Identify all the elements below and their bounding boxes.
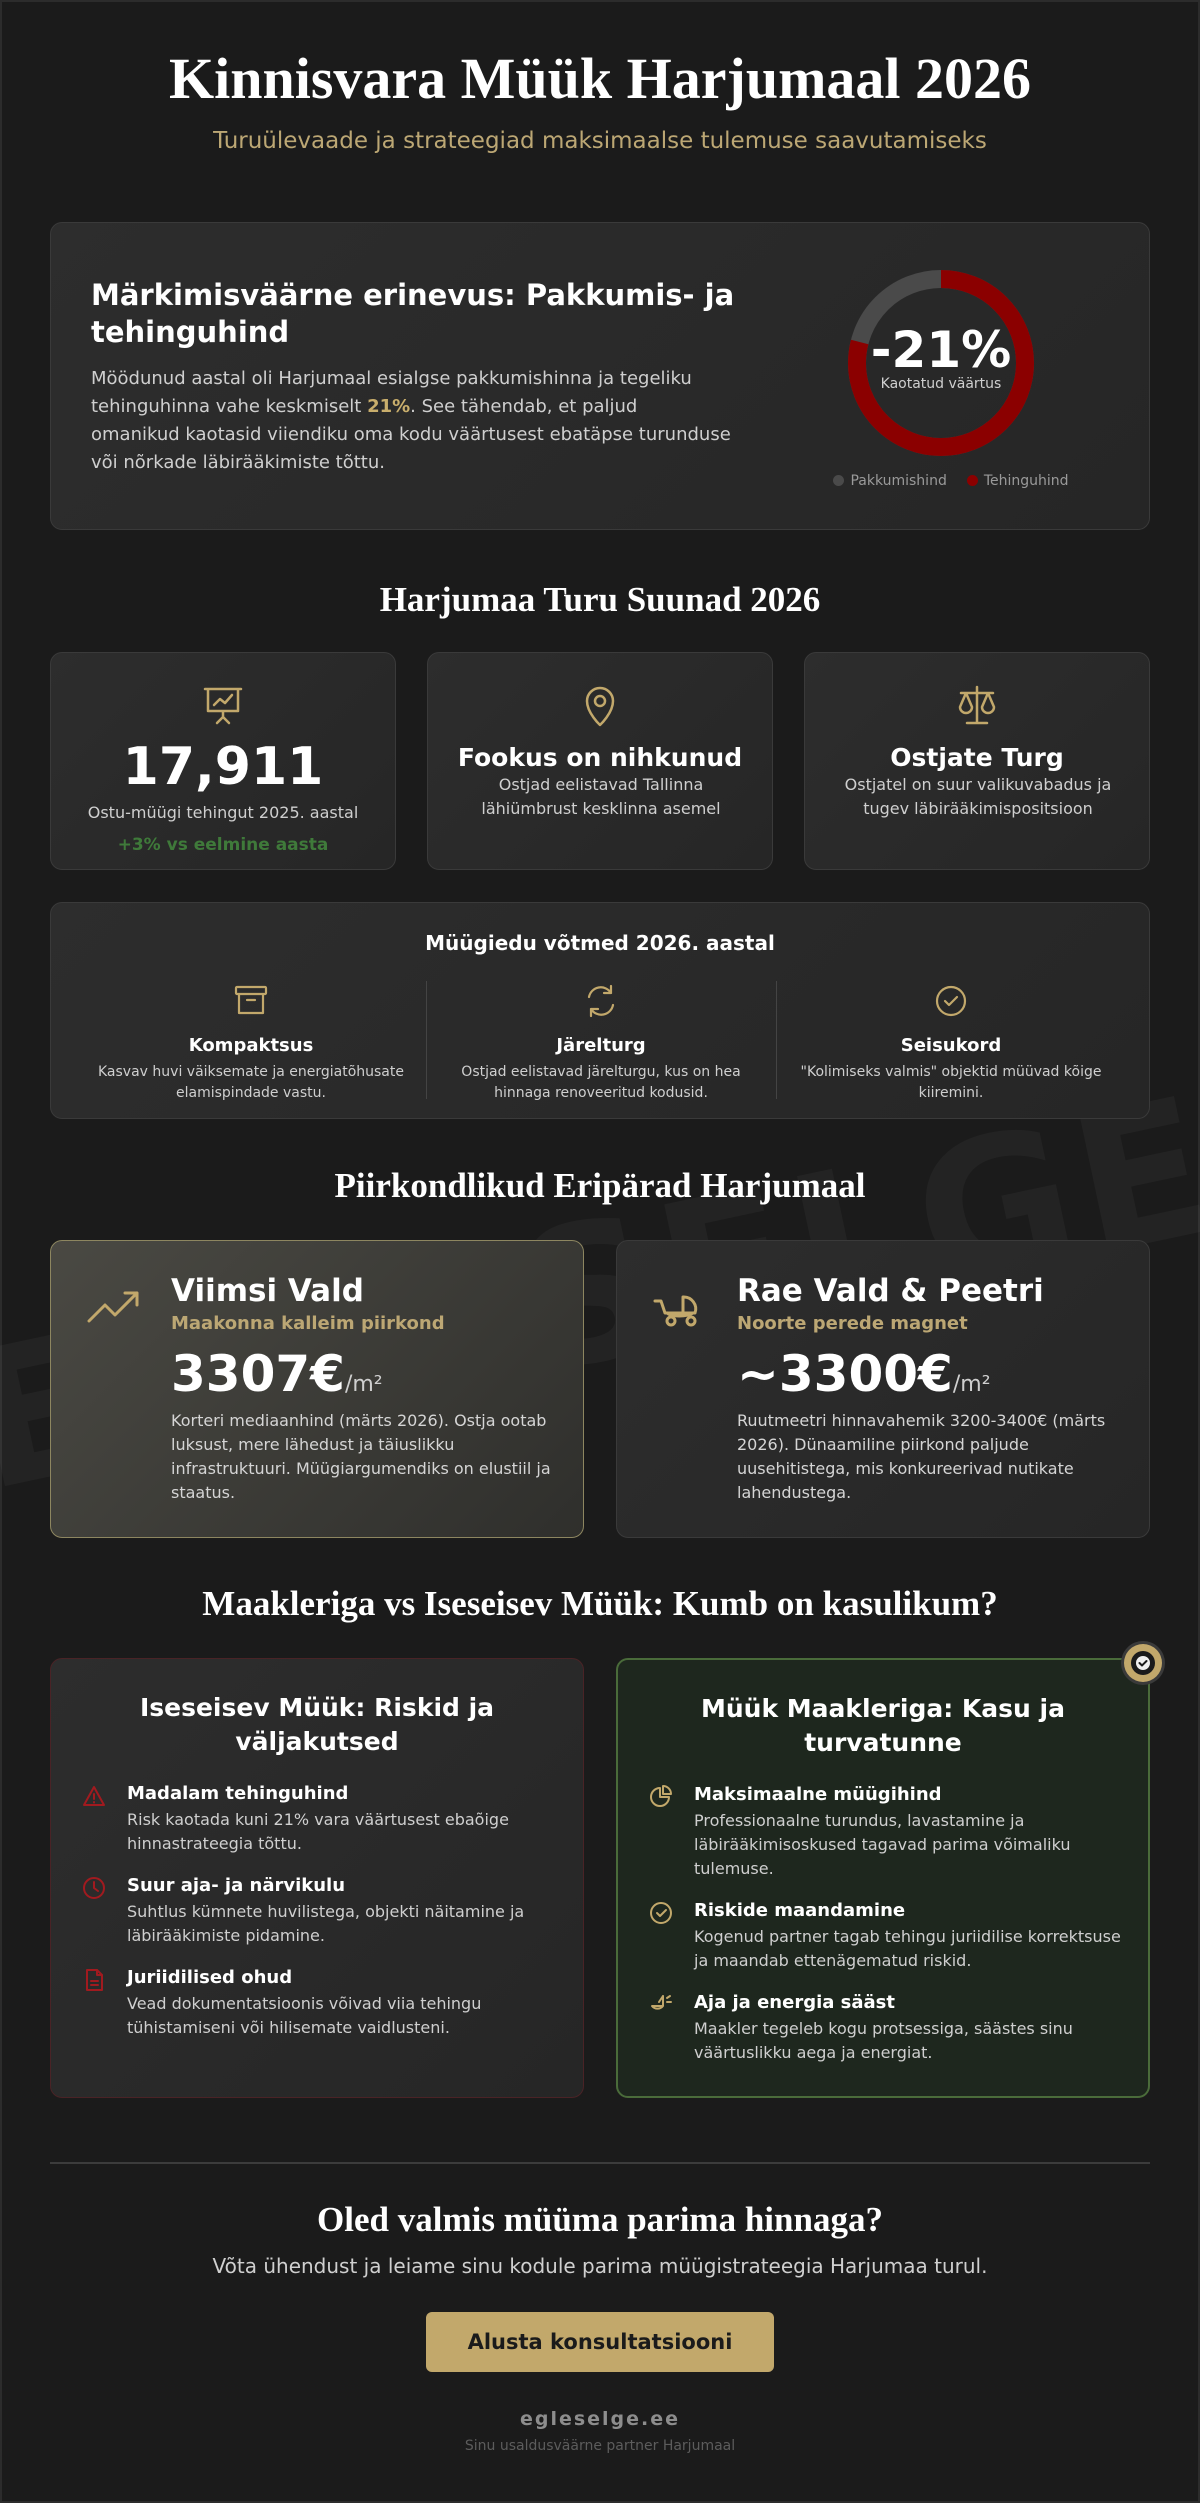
- region-price-value: ~3300€: [737, 1345, 953, 1403]
- transactions-growth: +3% vs eelmine aasta: [117, 835, 329, 855]
- risk-item-desc: Risk kaotada kuni 21% vara väärtusest ebaõige hinnastrateegia tõttu.: [127, 1810, 509, 1853]
- key-title: Kompaktsus: [188, 1035, 314, 1056]
- self-sale-risks-card: [50, 1658, 584, 2098]
- legend-item: [833, 473, 946, 489]
- price-gap-text: [91, 365, 731, 477]
- focus-desc: Ostjad eelistavad Tallinna lähiümbrust kesklinna asemel: [481, 775, 721, 818]
- archive-box-icon: [231, 981, 271, 1021]
- key-condition: [786, 981, 1116, 1104]
- benefit-item-desc: Kogenud partner tagab tehingu juriidilise korrektsuse ja maandab ettenägematud riskid.: [694, 1927, 1121, 1970]
- region-price: [171, 1345, 383, 1403]
- key-divider: [426, 981, 427, 1099]
- trend-card-transactions: [50, 652, 396, 870]
- region-name: Rae Vald & Peetri: [737, 1273, 1044, 1309]
- scale-icon: [953, 681, 1001, 729]
- success-keys-card: [50, 902, 1150, 1119]
- document-icon: [81, 1967, 107, 1993]
- buyers-market-desc: Ostjatel on suur valikuvabadus ja tugev läbirääkimispositsioon: [844, 775, 1112, 818]
- region-desc: Ruutmeetri hinnavahemik 3200-3400€ (märts 2026). Dünaamiline piirkond paljude uusehitistega, mis konkureerivad nutikate lahendustega.: [737, 1411, 1106, 1502]
- risk-item-title: Juriidilised ohud: [127, 1967, 293, 1988]
- benefit-item-desc: Maakler tegeleb kogu protsessiga, säästes sinu väärtuslikku aega ja energiat.: [694, 2019, 1073, 2062]
- check-circle-icon: [931, 981, 971, 1021]
- warning-icon: [81, 1783, 107, 1809]
- benefit-item-desc: Professionaalne turundus, lavastamine ja läbirääkimisoskused tagavad parima võimaliku tulemuse.: [694, 1811, 1071, 1878]
- key-compactness: [86, 981, 416, 1104]
- risk-item: [81, 1783, 561, 1856]
- benefit-item: [648, 1992, 1128, 2065]
- price-gap-card: [50, 222, 1150, 530]
- legend-dot: [967, 475, 978, 486]
- pie-chart-icon: [648, 1784, 674, 1810]
- key-desc: Ostjad eelistavad järelturgu, kus on hea hinnaga renoveeritud kodusid.: [461, 1064, 741, 1101]
- success-keys-title: Müügiedu võtmed 2026. aastal: [425, 931, 775, 955]
- benefits-title: Müük Maakleriga: Kasu ja turvatunne: [700, 1694, 1065, 1757]
- donut-value: -21%: [870, 321, 1012, 379]
- page-title: Kinnisvara Müük Harjumaal 2026: [168, 46, 1032, 111]
- presentation-chart-icon: [199, 681, 247, 729]
- benefit-item-title: Riskide maandamine: [694, 1900, 906, 1921]
- transactions-count: 17,911: [122, 737, 324, 797]
- region-desc: Korteri mediaanhind (märts 2026). Ostja ootab luksust, mere lähedust ja täiuslikku infrastruktuuri. Müügiargumendiks on elustiil ja staatus.: [171, 1411, 551, 1502]
- key-title: Järelturg: [556, 1035, 646, 1056]
- start-consultation-button[interactable]: Alusta konsultatsiooni: [426, 2312, 774, 2372]
- comparison-title: Maakleriga vs Iseseisev Müük: Kumb on kasulikum?: [202, 1584, 998, 1623]
- key-desc: Kasvav huvi väiksemate ja energiatõhusate elamispindade vastu.: [98, 1064, 404, 1101]
- transactions-label: Ostu-müügi tehingut 2025. aastal: [87, 803, 359, 822]
- region-card-rae: [616, 1240, 1150, 1538]
- region-price: [737, 1345, 991, 1403]
- risk-item-title: Madalam tehinguhind: [127, 1783, 349, 1804]
- key-divider: [776, 981, 777, 1099]
- trend-card-focus: [427, 652, 773, 870]
- check-circle-icon: [648, 1900, 674, 1926]
- buyers-market-title: Ostjate Turg: [890, 743, 1064, 772]
- benefit-item-title: Aja ja energia sääst: [694, 1992, 895, 2013]
- region-price-value: 3307€: [171, 1345, 345, 1403]
- benefit-item: [648, 1900, 1128, 1973]
- trending-up-icon: [85, 1285, 145, 1329]
- legend-label: Pakkumishind: [850, 473, 947, 489]
- cta-subtitle: Võta ühendust ja leiame sinu kodule parima müügistrateegia Harjumaa turul.: [212, 2254, 988, 2278]
- key-desc: "Kolimiseks valmis" objektid müüvad kõige kiiremini.: [800, 1064, 1102, 1101]
- legend-label: Tehinguhind: [983, 473, 1069, 489]
- section-divider: [50, 2162, 1150, 2164]
- baby-carriage-icon: [651, 1285, 711, 1329]
- region-name: Viimsi Vald: [171, 1273, 364, 1309]
- region-price-unit: /m²: [952, 1372, 991, 1397]
- map-pin-icon: [576, 681, 624, 729]
- price-gap-percent: 21%: [367, 396, 411, 417]
- regions-title: Piirkondlikud Eripärad Harjumaal: [334, 1166, 866, 1205]
- region-card-viimsi: [50, 1240, 584, 1538]
- donut-legend: [821, 473, 1081, 489]
- agent-sale-benefits-card: [616, 1658, 1150, 2098]
- refresh-icon: [581, 981, 621, 1021]
- trends-title: Harjumaa Turu Suunad 2026: [379, 580, 821, 619]
- region-price-unit: /m²: [344, 1372, 383, 1397]
- price-gap-text-part: Möödunud aastal oli Harjumaal esialgse pakkumishinna ja tegeliku tehinguhinna vahe keskmiselt: [91, 368, 692, 417]
- risk-item: [81, 1875, 561, 1948]
- trend-card-buyers-market: [804, 652, 1150, 870]
- benefit-item-title: Maksimaalne müügihind: [694, 1784, 942, 1805]
- key-title: Seisukord: [900, 1035, 1002, 1056]
- risk-item-desc: Suhtlus kümnete huvilistega, objekti näitamine ja läbirääkimiste pidamine.: [127, 1902, 525, 1945]
- donut-label: Kaotatud väärtus: [880, 376, 1002, 392]
- key-resale: [436, 981, 766, 1104]
- legend-item: [967, 473, 1069, 489]
- footer-tagline: Sinu usaldusväärne partner Harjumaal: [464, 2438, 736, 2454]
- focus-title: Fookus on nihkunud: [457, 743, 743, 772]
- page-header: [0, 45, 1200, 154]
- clock-icon: [81, 1875, 107, 1901]
- legend-dot: [833, 475, 844, 486]
- risk-item-desc: Vead dokumentatsioonis võivad viia tehingu tühistamiseni või hilisemate vaidlusteni.: [127, 1994, 482, 2037]
- hourglass-icon: [648, 1992, 674, 2018]
- cta-title: Oled valmis müüma parima hinnaga?: [317, 2200, 883, 2239]
- region-tag: Maakonna kalleim piirkond: [171, 1313, 445, 1334]
- price-gap-text-part: . See tähendab, et paljud omanikud kaotasid viiendiku oma kodu väärtusest ebatäpse turunduse või nõrkade läbirääkimiste tõttu.: [91, 396, 731, 473]
- page-subtitle: Turuülevaade ja strateegiad maksimaalse tulemuse saavutamiseks: [213, 128, 987, 154]
- recommended-badge-icon: [1124, 1644, 1162, 1682]
- benefit-item: [648, 1784, 1128, 1881]
- risks-title: Iseseisev Müük: Riskid ja väljakutsed: [139, 1693, 495, 1756]
- risk-item-title: Suur aja- ja närvikulu: [127, 1875, 346, 1896]
- price-gap-title: Märkimisväärne erinevus: Pakkumis- ja tehinguhind: [91, 278, 735, 349]
- risk-item: [81, 1967, 561, 2040]
- footer-brand[interactable]: egleselge.ee: [519, 2408, 681, 2430]
- region-tag: Noorte perede magnet: [737, 1313, 968, 1334]
